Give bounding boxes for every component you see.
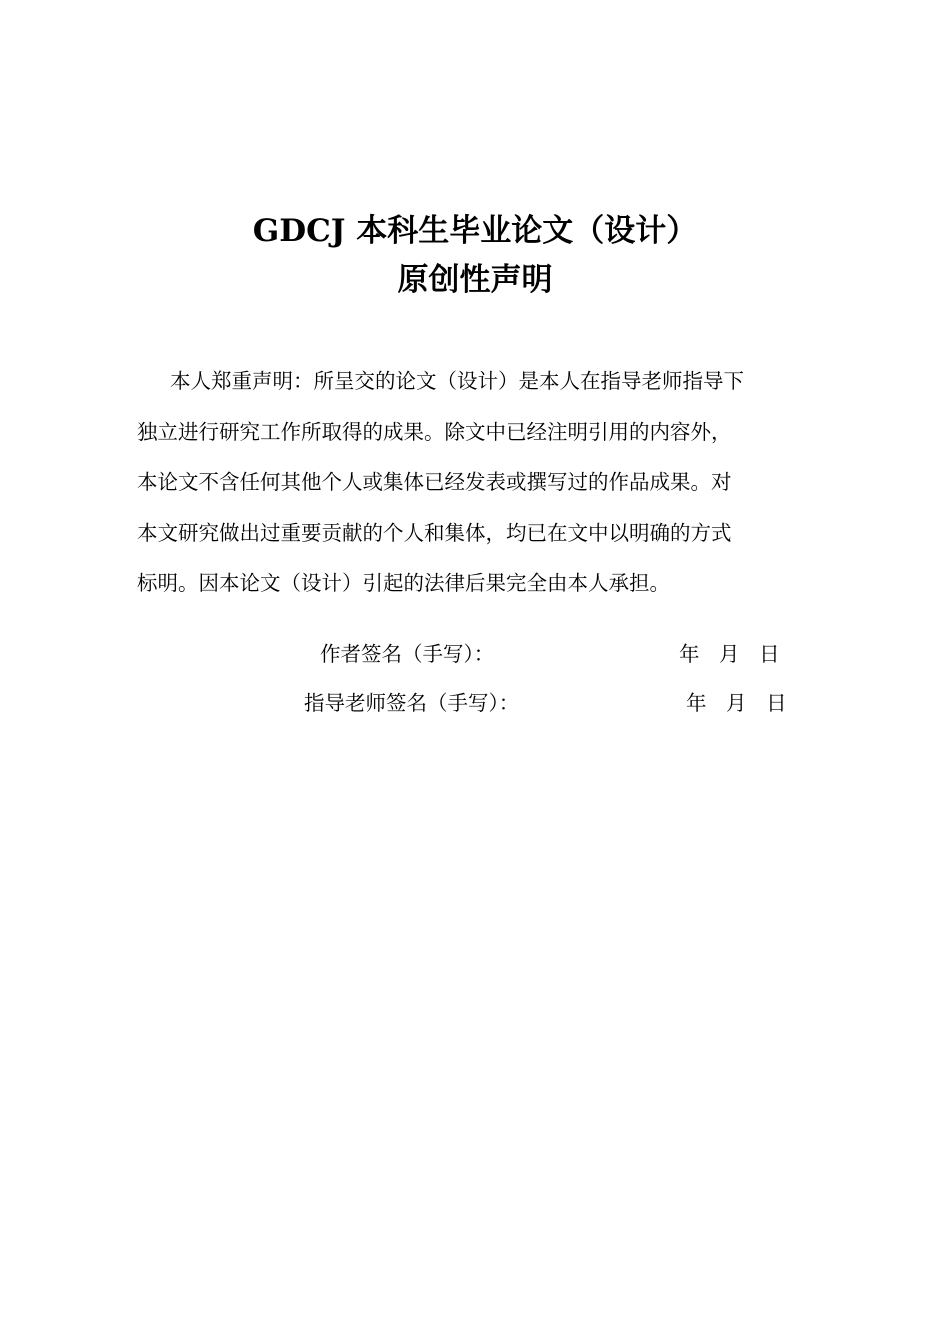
document-title: GDCJ 本科生毕业论文（设计） [252, 213, 698, 249]
declaration-line: 独立进行研究工作所取得的成果。除文中已经注明引用的内容外， [137, 419, 732, 444]
declaration-line: 本人郑重声明：所呈交的论文（设计）是本人在指导老师指导下 [170, 369, 744, 393]
advisor-signature-label: 指导老师签名（手写）： [304, 691, 520, 715]
advisor-signature-date: 年 月 日 [686, 691, 787, 715]
author-signature-date: 年 月 日 [679, 642, 780, 666]
document-subtitle: 原创性声明 [397, 262, 553, 298]
declaration-line: 标明。因本论文（设计）引起的法律后果完全由本人承担。 [137, 571, 670, 595]
declaration-paragraph [137, 356, 842, 609]
declaration-line: 本论文不含任何其他个人或集体已经发表或撰写过的作品成果。对 [137, 470, 732, 494]
author-signature-label: 作者签名（手写）： [320, 642, 495, 666]
declaration-line: 本文研究做出过重要贡献的个人和集体，均已在文中以明确的方式 [137, 520, 732, 545]
